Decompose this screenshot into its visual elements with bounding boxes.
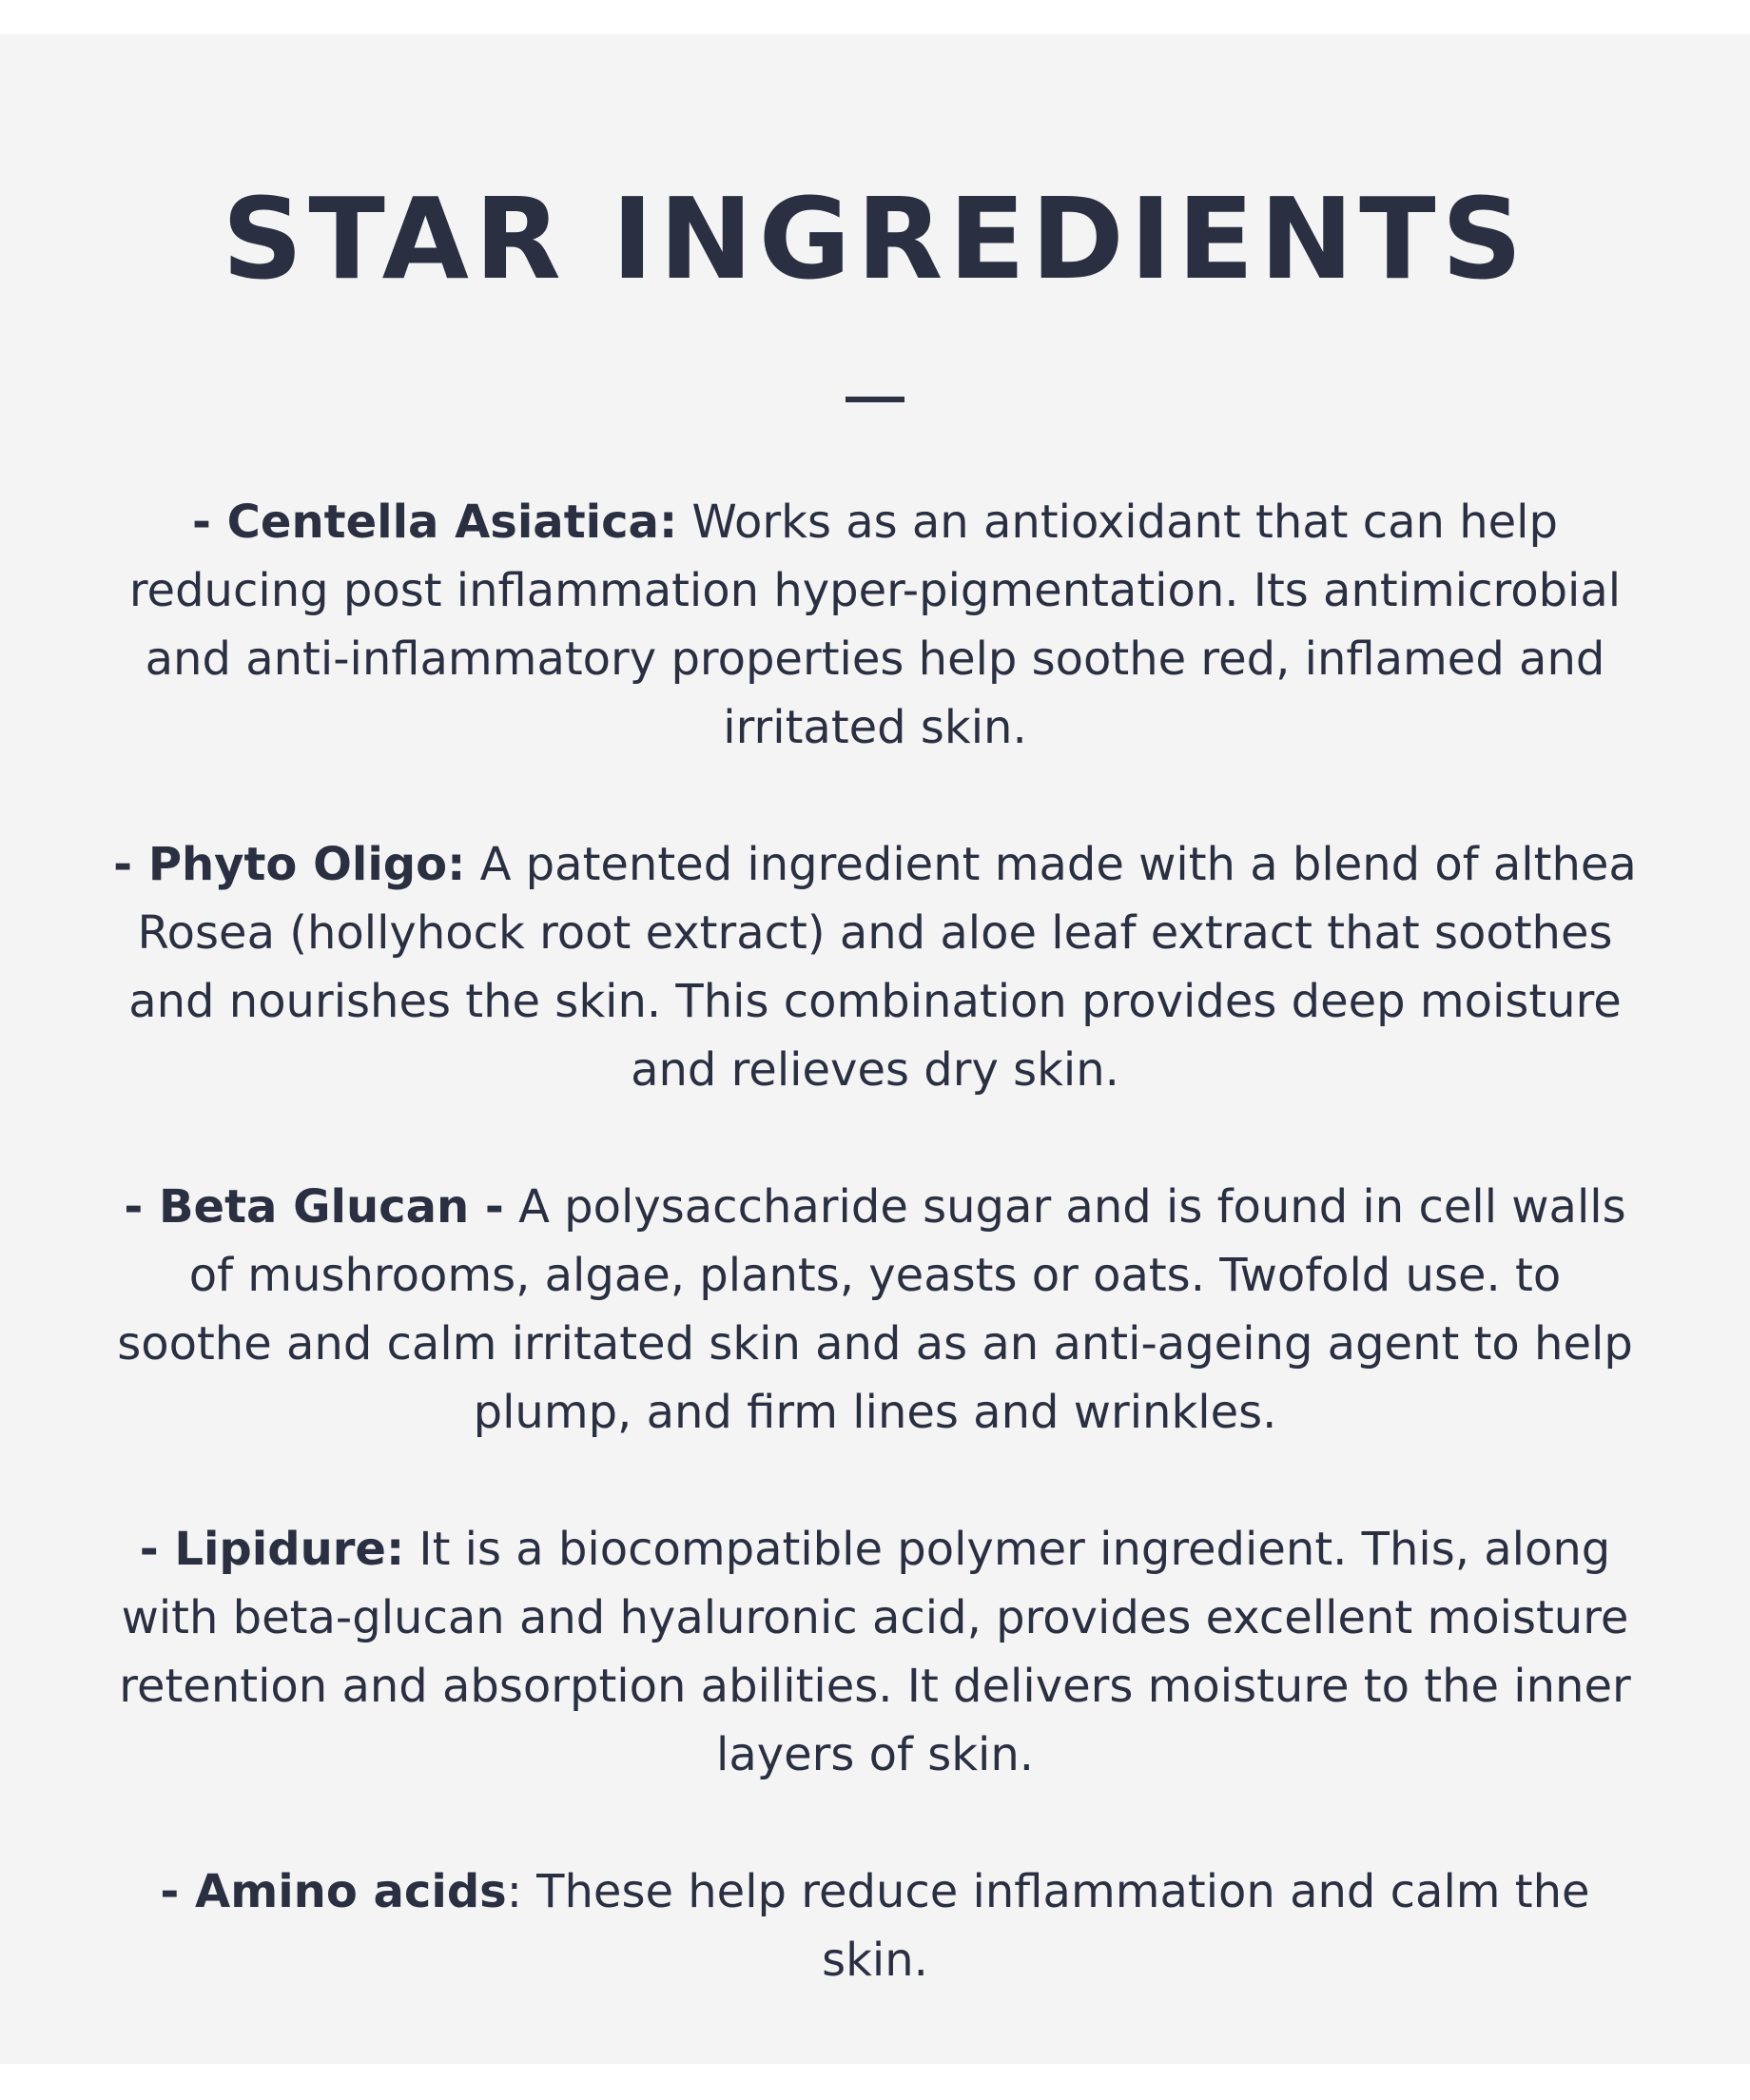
ingredient-description: These help reduce inflammation and calm the skin. (521, 1865, 1590, 1987)
ingredient-phyto-oligo (105, 830, 1645, 1104)
ingredients-panel (0, 34, 1750, 2064)
page-title: STAR INGREDIENTS (222, 173, 1528, 304)
ingredient-centella-asiatica (105, 488, 1645, 762)
ingredient-name: - Amino acids (160, 1865, 507, 1918)
ingredient-name: - Centella Asiatica: (192, 496, 678, 549)
ingredient-description: It is a biocompatible polymer ingredient. This, along with beta-glucan and hyaluronic acid, provides excellent moisture retention and absorption abilities. It delivers moisture to the inner layers of skin. (119, 1523, 1631, 1781)
title-divider (846, 397, 904, 402)
ingredient-beta-glucan (105, 1173, 1645, 1447)
ingredient-name: - Lipidure: (139, 1523, 405, 1576)
ingredient-list (105, 488, 1645, 2063)
ingredient-amino-acids: - Amino acids: These help reduce inflammation and calm the skin. (160, 1865, 1590, 1987)
ingredient-lipidure (105, 1515, 1645, 1789)
ingredient-name: - Beta Glucan - (124, 1180, 504, 1234)
ingredient-name: - Phyto Oligo: (113, 838, 466, 891)
ingredient-description: A polysaccharide sugar and is found in cell walls of mushrooms, algae, plants, yeasts or oats. Twofold use. to soothe and calm irritated skin and as an anti-ageing agent to help plump, and firm lines and wrinkles. (117, 1180, 1633, 1439)
ingredient-description: Works as an antioxidant that can help reducing post inflammation hyper-pigmentation. Its antimicrobial and anti-inflammatory properties help soothe red, inflamed and irritated skin. (128, 496, 1622, 754)
ingredient-description: A patented ingredient made with a blend of althea Rosea (hollyhock root extract) and aloe leaf extract that soothes and nourishes the skin. This combination provides deep moisture and relieves dry skin. (128, 838, 1637, 1097)
